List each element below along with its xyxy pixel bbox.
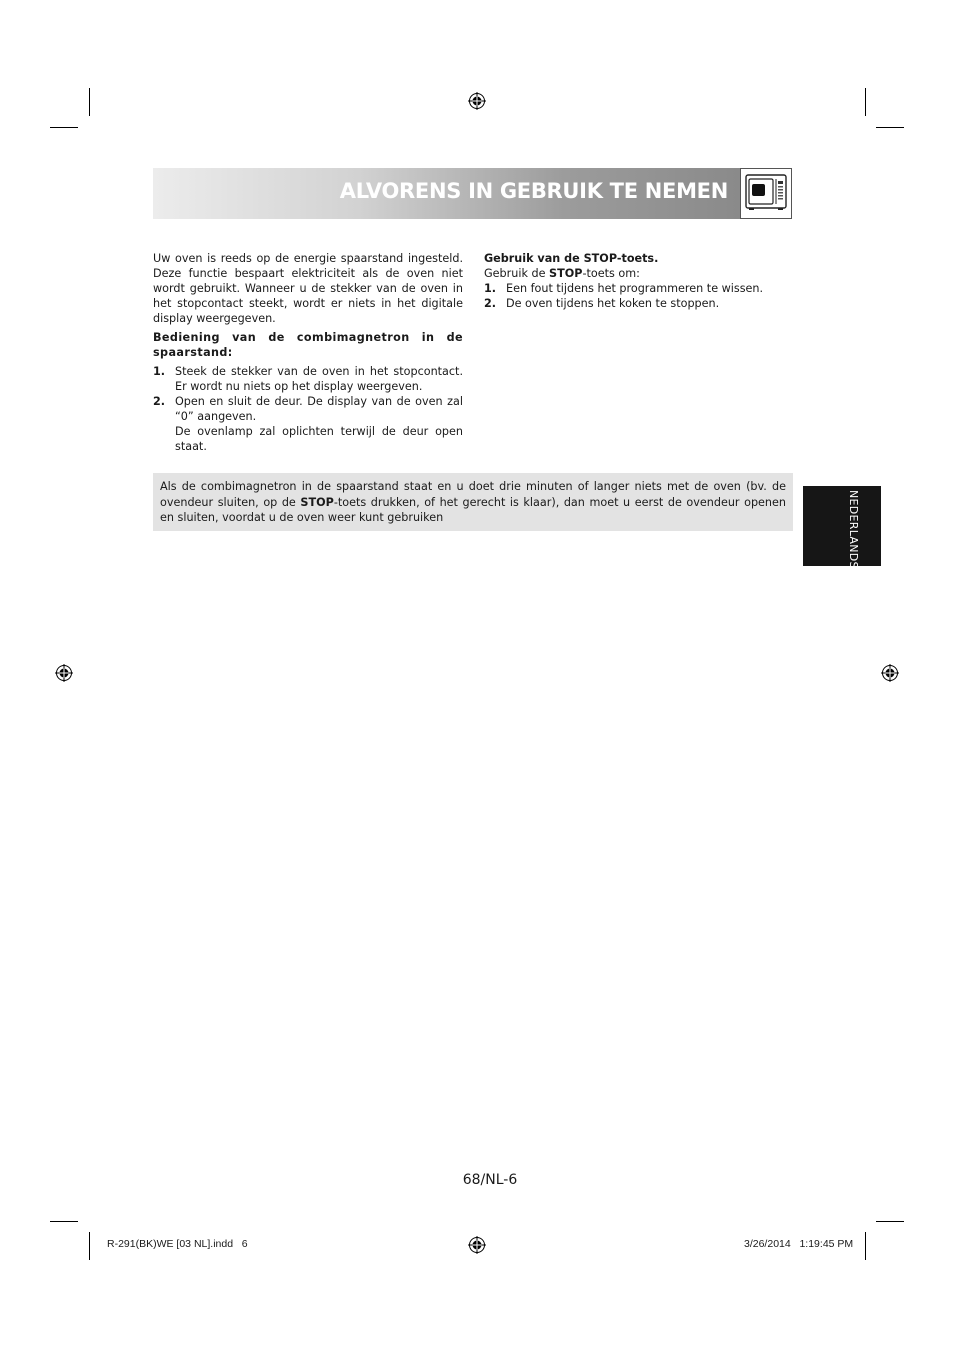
crop-mark [876, 127, 904, 128]
step-number: 1. [153, 365, 166, 378]
registration-mark-icon [468, 92, 486, 110]
stop-intro-after: -toets om: [582, 267, 640, 280]
registration-mark-icon [881, 664, 899, 682]
intro-paragraph: Uw oven is reeds op de energie spaarstand ingesteld. Deze functie bespaart elektriciteit als de oven niet wordt gebruikt. Wanneer u de stekker van de oven in het stopcontact steekt, wordt er niets in het digitale display weergegeven. [153, 252, 463, 325]
step-text: Open en sluit de deur. De display van de oven zal “0” aangeven. [175, 395, 463, 423]
step-text: Een fout tijdens het programmeren te wissen. [506, 282, 764, 295]
step-number: 1. [484, 282, 497, 295]
header-icon-box [740, 168, 792, 219]
language-tab [803, 486, 881, 569]
step-number: 2. [484, 297, 497, 310]
step-text: Steek de stekker van de oven in het stopcontact. Er wordt nu niets op het display weergeven. [175, 365, 463, 393]
step-text-continued: De ovenlamp zal oplichten terwijl de deur open staat. [175, 425, 463, 453]
notice-text-after: -toets drukken, of het gerecht is klaar), dan moet u eerst de ovendeur openen en sluiten, voordat u de oven weer kunt gebruiken [160, 495, 786, 524]
microwave-icon [741, 169, 791, 218]
left-column [153, 251, 463, 454]
step-text: De oven tijdens het koken te stoppen. [506, 297, 720, 310]
stop-steps-list [484, 281, 784, 311]
language-tab-label: NEDERLANDS [847, 490, 860, 569]
crop-mark [876, 1221, 904, 1222]
step-number: 2. [153, 395, 166, 408]
crop-mark [50, 1221, 78, 1222]
page-title: ALVORENS IN GEBRUIK TE NEMEN [339, 179, 728, 203]
page-number: 68/NL-6 [462, 1172, 518, 1188]
stop-intro [484, 266, 784, 281]
step-text-block [175, 394, 463, 454]
list-item [484, 296, 784, 311]
file-slug: R-291(BK)WE [03 NL].indd 6 [107, 1238, 248, 1250]
list-item [484, 281, 784, 296]
section-header [153, 168, 740, 219]
crop-mark [89, 1232, 90, 1260]
notice-box [153, 473, 793, 531]
crop-mark [865, 1232, 866, 1260]
registration-mark-icon [55, 664, 73, 682]
notice-stop-label: STOP [300, 495, 334, 509]
crop-mark [89, 88, 90, 116]
notice-text-before: Als de combimagnetron in de spaarstand staat en u doet drie minuten of langer niets met de oven (bv. de ovendeur sluiten, op de [160, 480, 786, 509]
crop-mark [50, 127, 78, 128]
steps-list [153, 364, 463, 454]
date-slug: 3/26/2014 1:19:45 PM [744, 1238, 854, 1250]
stop-heading: Gebruik van de STOP-toets. [484, 252, 659, 265]
crop-mark [865, 88, 866, 116]
subheading: Bediening van de combimagnetron in de spaarstand: [153, 331, 463, 359]
stop-key-label: STOP [549, 267, 583, 280]
list-item [153, 394, 463, 454]
list-item [153, 364, 463, 394]
right-column [484, 251, 784, 311]
stop-intro-before: Gebruik de [484, 267, 550, 280]
registration-mark-icon [468, 1236, 486, 1254]
